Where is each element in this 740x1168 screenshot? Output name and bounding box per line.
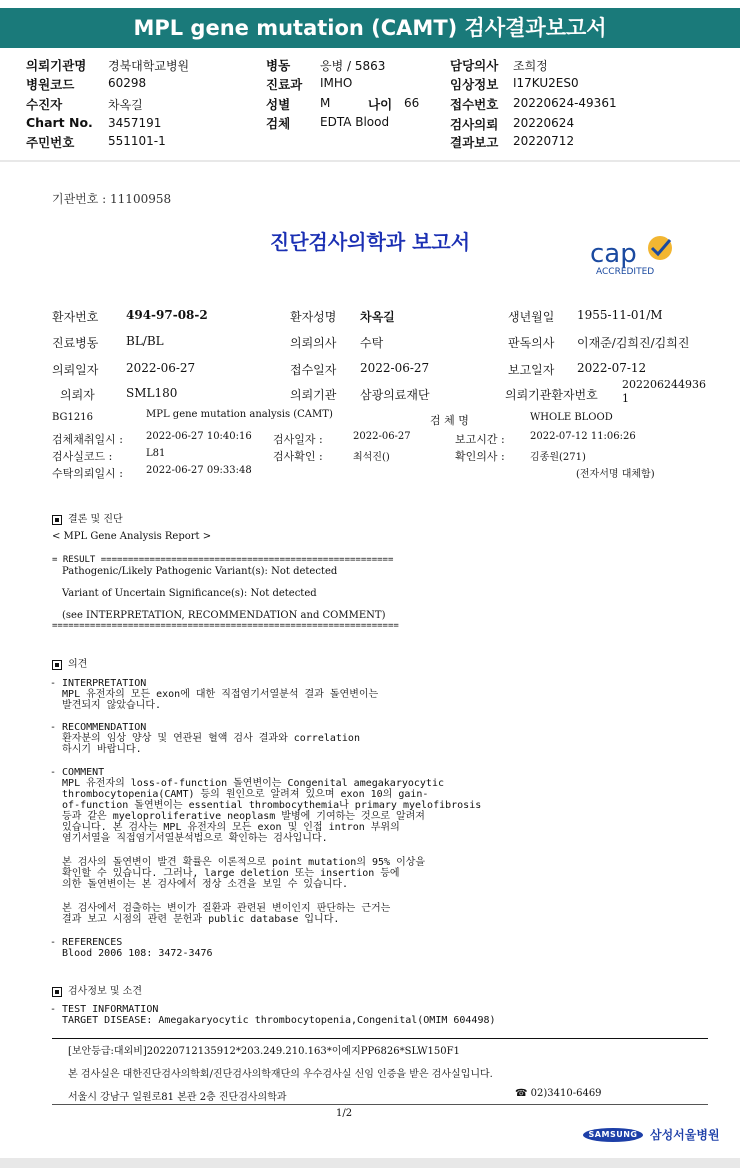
report-name: < MPL Gene Analysis Report > [52, 531, 212, 542]
samsung-logo: SAMSUNG [583, 1128, 643, 1142]
reading-doctor-value: 이재준/김희진/김희진 [577, 336, 690, 350]
references-block: - REFERENCES Blood 2006 108: 3472-3476 [50, 937, 213, 959]
result-end-divider: ================================================================ [52, 621, 399, 631]
patient-name-label: 수진자 [26, 97, 63, 112]
hospital-code-value: 60298 [108, 76, 147, 90]
opinion-heading: 의견 [52, 655, 87, 670]
age-value: 66 [404, 96, 420, 110]
conclusion-heading: 결론 및 진단 [52, 510, 123, 525]
comment-evidence-block: 본 검사에서 검출하는 변이가 질환과 관련된 변이인지 판단하는 근거는 결과 보고 시점의 관련 문헌과 public database 입니다. [50, 903, 391, 925]
testinfo-heading: 검사정보 및 소견 [52, 982, 142, 997]
specimen-value: EDTA Blood [320, 115, 390, 129]
outsource-time-value: 2022-06-27 09:33:48 [146, 465, 252, 476]
certification-note: 본 검사실은 대한진단검사의학회/진단검사의학재단의 우수검사실 신임 인증을 받은 검사실입니다. [68, 1069, 493, 1080]
birthdate-value: 1955-11-01/M [577, 308, 663, 322]
cap-text: cap [590, 239, 637, 269]
interpretation-block: - INTERPRETATION MPL 유전자의 모든 exon에 대한 직접염기서열분석 결과 돌연변이는 발견되지 않았습니다. [50, 678, 379, 711]
request-institution-label: 의뢰기관 [290, 388, 337, 402]
cap-logo-icon [588, 232, 688, 280]
patient-fullname-label: 환자성명 [290, 310, 337, 324]
hospital-logo-text: 삼성서울병원 [650, 1128, 720, 1142]
lab-phone: ☎ 02)3410-6469 [515, 1088, 602, 1099]
ward2-label: 진료병동 [52, 336, 99, 350]
institution-value: 경북대학교병원 [108, 59, 190, 73]
reading-doctor-label: 판독의사 [508, 336, 555, 350]
patient-no-value: 494-97-08-2 [126, 308, 208, 322]
result-date-label: 결과보고 [450, 135, 499, 150]
accession-label: 접수번호 [450, 97, 499, 112]
hospital-code-label: 병원코드 [26, 77, 75, 92]
lab-code-label: 검사실코드 : [52, 450, 113, 463]
ward-label: 병동 [266, 58, 291, 73]
resident-no-value: 551101-1 [108, 134, 166, 148]
resident-no-label: 주민번호 [26, 135, 75, 150]
clinical-info-label: 임상정보 [450, 77, 499, 92]
confirm-label: 검사확인 : [273, 450, 323, 463]
requester-value: SML180 [126, 386, 178, 400]
reporttime-label: 보고시간 : [455, 433, 505, 446]
patient-fullname-value: 차옥길 [360, 310, 395, 324]
specimen-name-label: 검 체 명 [430, 414, 469, 427]
comment-detection-block: 본 검사의 돌연변이 발견 확률은 이론적으로 point mutation의 95% 이상을 확인할 수 있습니다. 그러나, large deletion 또는 insertion 등에 의한 돌연변이는 본 검사에서 정상 소견을 보일 수 있습니다. [50, 857, 426, 890]
physician-label: 담당의사 [450, 58, 499, 73]
specimen-name-value: WHOLE BLOOD [530, 412, 613, 423]
testdate-label: 검사일자 : [273, 433, 323, 446]
test-name: MPL gene mutation analysis (CAMT) [146, 409, 333, 420]
recommendation-block: - RECOMMENDATION 환자분의 임상 양상 및 연관된 혈액 검사 결과와 correlation 하시기 바랍니다. [50, 722, 360, 755]
request-date-label: 검사의뢰 [450, 117, 499, 132]
ordering-doctor-label: 의뢰의사 [290, 336, 337, 350]
footer-divider [52, 1038, 708, 1039]
footer-divider-bottom [52, 1104, 708, 1105]
test-code: BG1216 [52, 412, 93, 423]
clinical-info-value: I17KU2ES0 [513, 76, 579, 90]
order-date-label: 의뢰일자 [52, 363, 99, 377]
header-divider [0, 160, 740, 162]
collect-label: 검체채취일시 : [52, 433, 123, 446]
department-label: 진료과 [266, 77, 303, 92]
birthdate-label: 생년월일 [508, 310, 555, 324]
sex-label: 성별 [266, 97, 291, 112]
institution-patient-no-value-line2: 1 [622, 392, 629, 405]
institution-label: 의뢰기관명 [26, 58, 87, 73]
result-divider: = RESULT ====================================================== [52, 555, 394, 565]
lab-address: 서울시 강남구 일원로81 본관 2층 진단검사의학과 [68, 1092, 287, 1103]
testdate-value: 2022-06-27 [353, 431, 411, 442]
receipt-date-value: 2022-06-27 [360, 361, 430, 375]
institution-patient-no-value-line1: 202206244936 [622, 378, 706, 391]
institution-number: 기관번호 : 11100958 [52, 192, 172, 206]
vus-result: Variant of Uncertain Significance(s): Not detected [62, 588, 317, 599]
esign-note: (전자서명 대체함) [576, 469, 655, 480]
accession-value: 20220624-49361 [513, 96, 617, 110]
section-bullet-icon [52, 515, 62, 525]
ward-value: 응병 / 5863 [320, 59, 386, 73]
ward2-value: BL/BL [126, 334, 164, 348]
see-note: (see INTERPRETATION, RECOMMENDATION and COMMENT) [62, 610, 386, 621]
institution-patient-no-label: 의뢰기관환자번호 [505, 388, 598, 402]
confirm-value: 최석진() [353, 452, 390, 463]
receipt-date-label: 접수일자 [290, 363, 337, 377]
report-date-label: 보고일자 [508, 363, 555, 377]
department-value: IMHO [320, 76, 353, 90]
chart-no-label: Chart No. [26, 115, 93, 130]
age-label: 나이 [368, 97, 393, 112]
collect-value: 2022-06-27 10:40:16 [146, 431, 252, 442]
requester-label: 의뢰자 [60, 388, 95, 402]
order-date-value: 2022-06-27 [126, 361, 196, 375]
section-bullet-icon [52, 987, 62, 997]
bottom-band [0, 1158, 740, 1168]
cap-accredited-logo [588, 232, 688, 280]
request-institution-value: 삼광의료재단 [360, 388, 430, 402]
report-title: MPL gene mutation (CAMT) 검사결과보고서 [0, 8, 740, 48]
patient-name-value: 차옥길 [108, 98, 143, 112]
outsource-time-label: 수탁의뢰일시 : [52, 467, 123, 480]
patient-no-label: 환자번호 [52, 310, 99, 324]
confirm-doctor-value: 김종원(271) [530, 452, 586, 463]
chart-no-value: 3457191 [108, 116, 162, 130]
section-bullet-icon [52, 660, 62, 670]
reporttime-value: 2022-07-12 11:06:26 [530, 431, 636, 442]
pathogenic-result: Pathogenic/Likely Pathogenic Variant(s): Not detected [62, 566, 338, 577]
lab-code-value: L81 [146, 448, 166, 459]
report-date-value: 2022-07-12 [577, 361, 647, 375]
testinfo-block: - TEST INFORMATION TARGET DISEASE: Amegakaryocytic thrombocytopenia,Congenital(OMIM 604498) [50, 1004, 496, 1026]
specimen-label: 검체 [266, 116, 291, 131]
physician-value: 조희정 [513, 59, 548, 73]
comment-block: - COMMENT MPL 유전자의 loss-of-function 돌연변이는 Congenital amegakaryocytic thrombocytopenia(CAMT) 등의 원인으로 알려져 있으며 exon 10의 gain- of-function 돌연변이는 essential thrombocythemia나 primary myelofibrosis 등과 같은 myeloproliferative neoplasm 발병에 기여하는 것으로 알려져 있습니다. 본 검사는 MPL 유전자의 모든 exon 및 인접 intron 부위의 염기서열을 직접염기서열분석법으로 확인하는 검사입니다. [50, 767, 482, 844]
ordering-doctor-value: 수탁 [360, 336, 384, 350]
result-date-value: 20220712 [513, 134, 575, 148]
security-line: [보안등급:대외비]20220712135912*203.249.210.163*이예지PP6826*SLW150F1 [68, 1046, 460, 1057]
cap-accredited-text: ACCREDITED [596, 267, 655, 277]
report-heading: 진단검사의학과 보고서 [269, 230, 471, 254]
request-date-value: 20220624 [513, 116, 575, 130]
confirm-doctor-label: 확인의사 : [455, 450, 505, 463]
page-number: 1/2 [336, 1108, 353, 1119]
sex-value: M [320, 96, 331, 110]
